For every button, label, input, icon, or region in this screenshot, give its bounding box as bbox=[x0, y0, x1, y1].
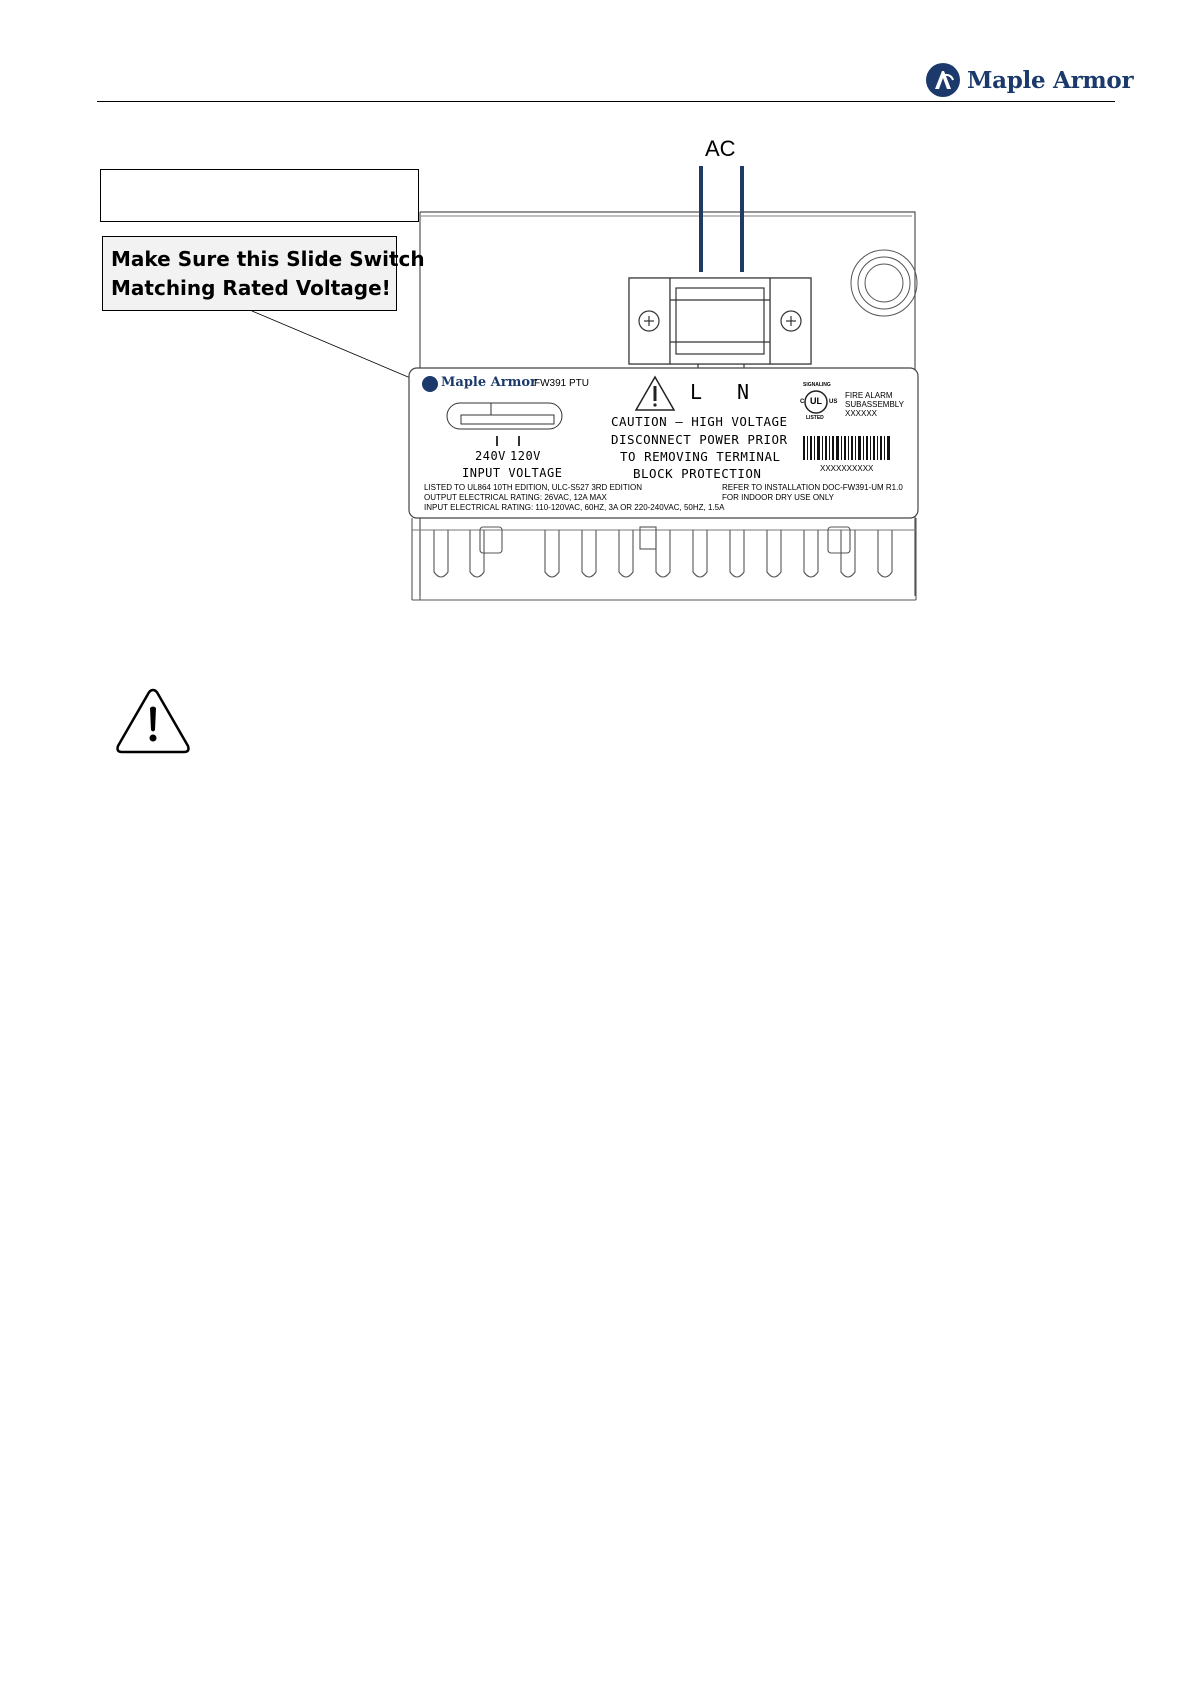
callout-line-2: Matching Rated Voltage! bbox=[111, 276, 391, 300]
ul-c-label: C bbox=[800, 399, 805, 405]
switch-240v-label: 240V bbox=[475, 449, 506, 463]
ul-signaling-label: SIGNALING bbox=[803, 382, 831, 388]
rating-line-3: INPUT ELECTRICAL RATING: 110-120VAC, 60HZ, 3A OR 220-240VAC, 50HZ, 1.5A bbox=[424, 503, 725, 512]
caution-line-2: DISCONNECT POWER PRIOR bbox=[611, 432, 788, 447]
warning-triangle-icon bbox=[114, 686, 192, 756]
rating-line-1-left: LISTED TO UL864 10TH EDITION, ULC-S527 3RD EDITION bbox=[424, 483, 642, 492]
switch-caption: INPUT VOLTAGE bbox=[462, 466, 563, 480]
nameplate-brand: Maple Armor bbox=[441, 375, 537, 390]
callout-box-empty bbox=[100, 169, 419, 222]
nameplate-model: FW391 PTU bbox=[534, 378, 590, 389]
ac-wires bbox=[701, 166, 742, 272]
callout-line-1: Make Sure this Slide Switch bbox=[111, 247, 425, 271]
switch-120v-label: 120V bbox=[510, 449, 541, 463]
brand-name: Maple Armor bbox=[967, 66, 1134, 94]
fire-alarm-line-1: FIRE ALARM bbox=[845, 391, 893, 400]
caution-line-3: TO REMOVING TERMINAL bbox=[620, 449, 781, 464]
fire-alarm-line-2: SUBASSEMBLY bbox=[845, 400, 904, 409]
terminal-n-label: N bbox=[737, 380, 750, 404]
diagram-drawing bbox=[0, 0, 1190, 640]
rating-line-2-right: FOR INDOOR DRY USE ONLY bbox=[722, 493, 835, 502]
voltage-switch-callout bbox=[102, 236, 425, 311]
barcode-caption: XXXXXXXXXX bbox=[820, 464, 874, 473]
power-unit-diagram bbox=[0, 0, 1190, 640]
ul-listed-label: LISTED bbox=[806, 415, 824, 421]
ul-us-label: US bbox=[829, 399, 838, 405]
rating-line-1-right: REFER TO INSTALLATION DOC-FW391-UM R1.0 bbox=[722, 483, 903, 492]
caution-line-1: CAUTION – HIGH VOLTAGE bbox=[611, 414, 788, 429]
ul-mark: UL bbox=[810, 396, 822, 406]
caution-line-4: BLOCK PROTECTION bbox=[633, 466, 762, 481]
heatsink-fins bbox=[412, 518, 916, 600]
rating-line-2-left: OUTPUT ELECTRICAL RATING: 26VAC, 12A MAX bbox=[424, 493, 607, 502]
terminal-block bbox=[629, 278, 811, 376]
terminal-l-label: L bbox=[690, 380, 703, 404]
knockout-hole bbox=[851, 250, 917, 316]
fire-alarm-line-3: XXXXXX bbox=[845, 409, 878, 418]
ac-input-label: AC bbox=[705, 136, 736, 161]
